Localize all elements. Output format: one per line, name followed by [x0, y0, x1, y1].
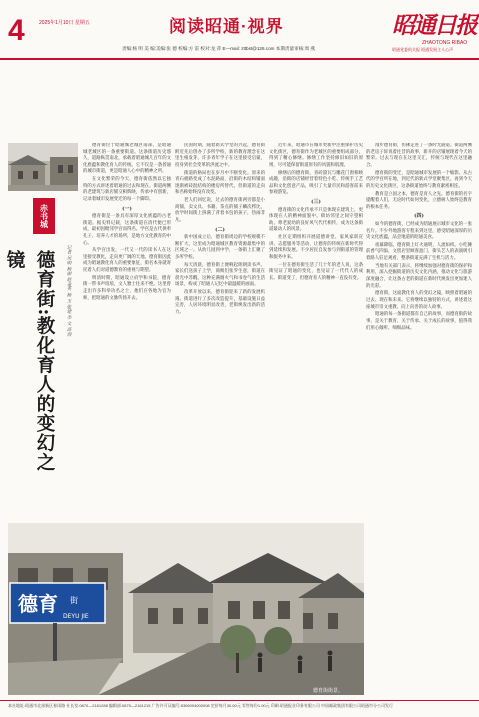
paragraph: 德育街的变迁，是昭通城市发展的一个缩影。从古代的学宫所在地，到近代的新式学堂聚集区，再到今天的历史文化街区，这条街道始终与教育紧密相连。	[366, 170, 472, 189]
paragraph: 当地有关部门表示，将继续加强对德育街的保护和利用，深入挖掘街道的历史文化内涵，推动文化与旅游深度融合，让这条古老的街道在新时代焕发出更加迷人的光彩。	[366, 263, 472, 289]
text-column-2	[175, 143, 265, 516]
section-marker: (二)	[215, 226, 225, 233]
paragraph: 德育街，这面教化育人的变幻之镜，映照着昭通的过去、现在和未来。它将继续以独特的方式，讲述着这座城市崇文重教、向上向善的动人故事。	[366, 291, 472, 310]
paragraph: 德育街是一条具有深厚文化底蕴的古老街道。据史料记载，这条街道在清代便已形成，最初因毗邻学宫而得名。学宫是古代供奉孔子、培养人才的场所，是地方文化教育的中心。	[83, 214, 171, 246]
paragraph: 漫步德育街，仿佛走进了一条时光隧道。街道两侧的老房子诉说着往昔的故事，新开的店铺展现着今天的繁荣。过去与现在在这里交汇，传统与现代在这里融合。	[366, 143, 472, 168]
header-rule	[0, 58, 479, 60]
photo-caption: 德育街街景。	[313, 688, 344, 694]
page-header	[0, 0, 479, 60]
paragraph: 改革开放以来，德育街迎来了新的发展机遇。街道进行了多次改造提升，基础设施日益完善，人居环境明显改善，老街焕发出新的活力。	[175, 290, 265, 315]
masthead-english: ZHAOTONG RIBAO	[422, 40, 468, 46]
page-number: 4	[8, 14, 25, 47]
svg-text:街: 街	[70, 596, 78, 605]
section-marker: (一)	[122, 205, 132, 212]
text-column-1	[83, 143, 171, 516]
article-headline: 德育街:教化育人的变幻之镜	[4, 250, 55, 473]
section-title: 阅读昭通·视界	[169, 17, 284, 36]
paragraph: 德育街的文化传承不只是体现在建筑上，更体现在人的精神面貌中。街坊邻里之间守望相助、尊老爱幼的良好风气代代相传，成为这条街道最动人的风景。	[269, 207, 363, 233]
section-marker: (三)	[311, 198, 321, 205]
page-date: 2025年1月10日 星期五	[39, 20, 90, 26]
paragraph: 德育街位于昭通城老城区南部，是昭通城老城区的一条重要街道。这条街道历史悠久，道路纵贯南北，承载着昭通城几百年的文化底蕴和教化育人的传统。它不仅是一条普通的城市街道，更是昭通人心中的精神之所。	[83, 143, 171, 175]
paragraph: 教育是立国之本，德育是育人之先。德育街的名字提醒着人们，无论时代如何变化，立德树人始终是教育的根本任务。	[366, 191, 472, 210]
svg-text:德育: 德育	[18, 592, 58, 616]
masthead-slogan: 昭通党委机关报 昭通发展主人心声	[392, 47, 454, 52]
paragraph: 近年来，昭通市在城市更新中注重保护历史文化街区，德育街作为老城区的重要组成部分，得到了精心修缮。修缮工作坚持修旧如旧的原则，尽可能保留街道原有的风貌和肌理。	[269, 143, 363, 168]
street-photo-small	[8, 143, 78, 191]
paragraph: 老人们回忆说，过去的德育街两旁都是小商铺，卖文具、书籍、茶点的铺子鳞次栉比，放学时间街上挤满了背着书包的孩子，热闹非凡。	[175, 198, 265, 223]
paragraph: 从学宫出发，一代又一代的读书人在这里接受教化，走向更广阔的天地。德育街因此成为昭通教化育人的重要象征，街名本身就寄托着人们对道德教育的重视与期望。	[83, 248, 171, 274]
text-column-4	[366, 143, 472, 696]
paragraph: 如今的德育街，已经成为昭通展示城市文化的一张名片。不少外地游客专程来到这里，感受昭通深厚的历史文化底蕴，品尝地道的昭通美食。	[366, 221, 472, 241]
paragraph: 明清时期，昭通设立府学和书院，德育街一带书声琅琅，文人雅士往来不绝。这里曾走出许多科举功名之士，他们在各地为官为师，把昭通的文脉传扬开去。	[83, 275, 171, 301]
paragraph: 新中国成立后，德育街周边的学校规模不断扩大，这里成为昭通城区教育资源最集中的区域之一。从幼儿园到中学，一条街上汇聚了多所学校。	[175, 235, 265, 260]
masthead-logo: 昭通日报	[392, 12, 476, 39]
paragraph: 修缮后的德育街，青砖黛瓦与雕花门窗相映成趣，沿街的店铺经营着特色小吃、传统手工艺品和文化创意产品，吸引了大量市民和游客前来参观游览。	[269, 170, 363, 196]
text-column-3	[269, 143, 363, 516]
paragraph: 每天清晨，德育街上便响起朗朗读书声。家长们送孩子上学，商贩们张罗生意，街道在晨光中苏醒。这种充满烟火气和书卷气的生活场景，构成了昭通人记忆中最温暖的画面。	[175, 262, 265, 288]
svg-text:DEYU JIE: DEYU JIE	[63, 613, 89, 620]
column-label-seal: 赤书城	[33, 198, 55, 234]
paragraph: 昭通的每一条街道都有自己的故事，而德育街的故事，是关于教育、关于传承、关于成长的故事，值得我们用心倾听、细细品味。	[366, 312, 472, 331]
street-photo-large	[8, 523, 364, 695]
paragraph: 社区定期组织开展道德讲堂、家风家训宣讲、志愿服务等活动，让德育的传统在新时代得到延续和发展。不少居民自发参与到街道的管理和服务中来。	[269, 235, 363, 260]
paragraph: 在文化繁荣的今天，德育街依然以它独特的方式讲述着昭通的过去和现在。街道两侧的老建筑与新店铺交相辉映，传承中有创新，记录着城市发展变迁的每一个脚印。	[83, 177, 171, 202]
page-footer: 本社地址:昭通市北部新区春雨路 社长室:0870—2161288 编辑部:0870—2161215 广告许可证编号:5306004000008 定价每月30.00元 零售每份1.00元 印刷:昭通报业印务有限公司 中国邮政集团有限公司昭通市分公司发行	[8, 703, 393, 708]
section-marker: (四)	[414, 213, 424, 220]
paragraph: 夜幕降临，德育街上灯火通明，人流如织。小吃摊前香气四溢，文创店里顾客盈门，街头艺人的表演吸引着路人驻足观看，整条街道充满了生机与活力。	[366, 242, 472, 262]
footer-rule	[0, 700, 479, 701]
paragraph: 一位在德育街生活了几十年的老人说，这条街见证了昭通的变化，也见证了一代代人的成长。街道变了，但德育育人的精神一直没有变。	[269, 262, 363, 281]
editors-line: 责编:杨 明 美 编:美编:张 德 校编:方 雷 校对:龙 萍 E—mail: zttbst@126.com 本期责量审核:周 燕	[122, 46, 316, 51]
paragraph: 街道的格局也在岁月中不断变化。原来的青石板路变成了水泥路面，沿街的木结构铺面逐渐被砖混结构的楼房所替代，但街道的走向和名称始终没有改变。	[175, 170, 265, 196]
paragraph: 民国时期，随着新式学堂的兴起，德育街附近先后创办了多所学校，新的教育理念在这里生根发芽。许多青年学子在这里接受启蒙，投身到社会变革的洪流之中。	[175, 143, 265, 168]
article-byline: 记者 吴明 杨丽 赵金英 杨 玉 张建 李 文 高剑	[66, 245, 71, 337]
